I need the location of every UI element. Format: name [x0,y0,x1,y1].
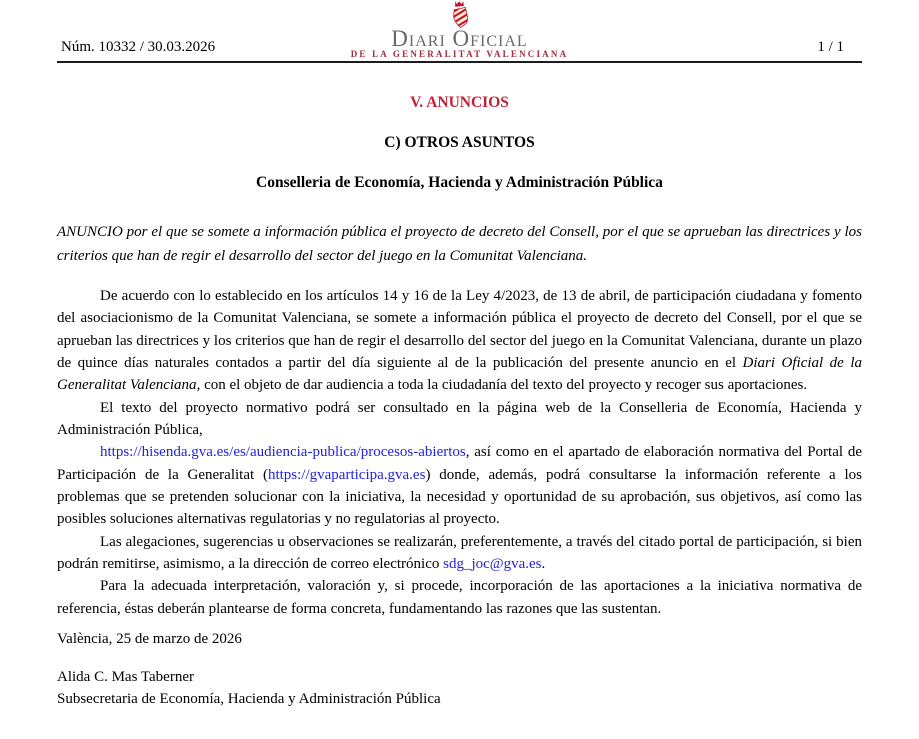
gvaparticipa-link[interactable]: https://gvaparticipa.gva.es [267,466,426,483]
dateline: València, 25 de marzo de 2026 [57,631,242,648]
document-body [57,95,862,710]
text-segment: El texto del proyecto normativo podrá ser consultado en la página web de la Conselleria de Economía, Hacienda y Administración Pública, [57,399,862,439]
body-paragraph [57,285,862,397]
masthead-title: Diari Oficial [391,26,528,51]
department-heading: Conselleria de Economía, Hacienda y Administración Pública [256,174,663,191]
text-segment: De acuerdo con lo establecido en los artículos 14 y 16 de la Ley 4/2023, de 13 de abril, de participación ciudadana y fomento del asociacionismo de la Comunitat Valenciana, se somete a información pública el proyecto de decreto del Consell, por el que se aprueban las directrices y los criterios que han de regir el desarrollo del sector del juego en la Comunitat Valenciana, durante un plazo de quince días naturales contados a partir del día siguiente al de la publicación del presente anuncio en el [57,288,862,372]
page-indicator: 1 / 1 [817,39,844,55]
body-paragraph [57,441,862,530]
signature-name: Alida C. Mas Taberner [57,668,194,685]
masthead-subtitle: DE LA GENERALITAT VALENCIANA [350,49,569,59]
announcement-summary: ANUNCIO por el que se somete a información pública el proyecto de decreto del Consell, por el que se aprueban las directrices y los criterios que han de regir el desarrollo del sector del juego en la Comunitat Valenciana. [57,224,862,264]
body-paragraph [57,531,862,576]
body-paragraph [57,397,862,442]
text-segment: Diari Oficial de la Generalitat Valenciana [57,355,862,394]
gazette-header [57,0,862,63]
text-segment: Para la adecuada interpretación, valoración y, si procede, incorporación de las aportaciones a la iniciativa normativa de referencia, éstas deberán plantearse de forma concreta, fundamentando las razones que las sustentan. [57,578,862,617]
body-paragraph [57,575,862,620]
text-segment: , con el objeto de dar audiencia a toda la ciudadanía del texto del proyecto y recoger sus aportaciones. [196,377,808,394]
text-segment: , así como en el apartado de elaboración normativa del Portal de Participación de la Generalitat ( [57,444,862,483]
text-segment: ) donde, además, podrá consultarse la información referente a los problemas que se pretenden solucionar con la iniciativa, la necesidad y oportunidad de su aprobación, sus objetivos, así como las posibles soluciones alternativas regulatorias y no regulatorias al proyecto. [57,466,863,528]
hisenda-procesos-abiertos-link[interactable]: https://hisenda.gva.es/es/audiencia-publica/procesos-abiertos [100,444,466,461]
masthead [351,0,569,59]
issue-number: Núm. 10332 / 30.03.2026 [61,39,216,55]
text-segment: Las alegaciones, sugerencias u observaciones se realizarán, preferentemente, a través del citado portal de participación, si bien podrán remitirse, asimismo, a la dirección de correo electrónico [57,533,862,573]
subsection-heading: C) OTROS ASUNTOS [384,134,535,151]
section-heading: V. ANUNCIOS [410,94,509,111]
text-segment: . [541,556,546,573]
signature-title: Subsecretaria de Economía, Hacienda y Administración Pública [57,690,441,707]
announcement-paragraphs [57,285,862,620]
sdg-joc-email-link[interactable]: sdg_joc@gva.es [443,556,542,573]
